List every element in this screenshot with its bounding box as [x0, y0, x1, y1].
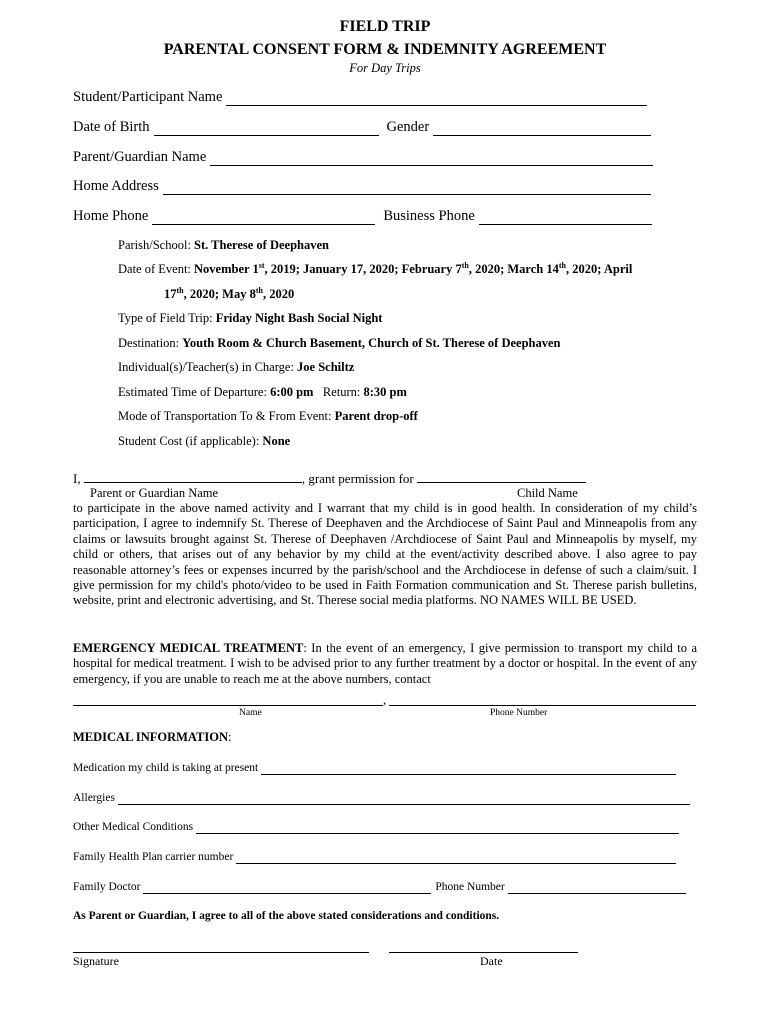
- agreement-statement: As Parent or Guardian, I agree to all of the above stated considerations and conditions.: [73, 910, 500, 922]
- medication-row: [73, 761, 676, 775]
- emergency-contact-name-field[interactable]: [73, 705, 383, 706]
- form-subtitle-heading: PARENTAL CONSENT FORM & INDEMNITY AGREEMENT: [163, 41, 607, 58]
- in-charge-line: [118, 359, 354, 375]
- home-address-row: [73, 177, 651, 195]
- consent-prefix: I,: [73, 471, 81, 486]
- parent-guardian-caption: Parent or Guardian Name: [90, 486, 219, 500]
- student-name-row: [73, 88, 647, 106]
- form-trip-type-note: For Day Trips: [349, 61, 421, 75]
- business-phone-field[interactable]: [479, 209, 652, 225]
- in-charge-value: Joe Schiltz: [297, 360, 355, 374]
- event-date-label: Date of Event:: [118, 262, 191, 276]
- date-label: Date: [480, 954, 503, 968]
- allergies-field[interactable]: [118, 793, 690, 805]
- destination-line: [118, 335, 561, 351]
- emergency-contact-phone-field[interactable]: [389, 705, 696, 706]
- other-conditions-field[interactable]: [196, 822, 679, 834]
- date-field[interactable]: [389, 952, 578, 953]
- gender-field[interactable]: [433, 120, 651, 136]
- family-doctor-label: Family Doctor: [73, 881, 141, 893]
- parent-signature-name-field[interactable]: [84, 470, 302, 483]
- emergency-comma: ,: [383, 693, 387, 707]
- departure-return-line: [118, 384, 407, 400]
- home-address-label: Home Address: [73, 178, 159, 194]
- child-name-caption: Child Name: [517, 486, 578, 500]
- parent-name-field[interactable]: [210, 150, 653, 166]
- child-name-field[interactable]: [417, 470, 586, 483]
- cost-value: None: [262, 434, 291, 448]
- phone-row: [73, 207, 652, 225]
- trip-type-value: Friday Night Bash Social Night: [215, 311, 383, 325]
- departure-value: 6:00 pm: [270, 385, 314, 399]
- in-charge-label: Individual(s)/Teacher(s) in Charge:: [118, 360, 294, 374]
- home-address-field[interactable]: [163, 179, 651, 195]
- home-phone-field[interactable]: [152, 209, 375, 225]
- return-label: Return:: [322, 385, 361, 399]
- trip-type-label: Type of Field Trip:: [118, 311, 213, 325]
- event-date-line-continued: [164, 286, 294, 302]
- health-plan-row: [73, 850, 676, 864]
- destination-label: Destination:: [118, 336, 180, 350]
- medical-info-heading: MEDICAL INFORMATION:: [73, 730, 232, 744]
- emergency-heading: EMERGENCY MEDICAL TREATMENT: [73, 641, 304, 655]
- destination-value: Youth Room & Church Basement, Church of St. Therese of Deephaven: [182, 336, 561, 350]
- student-name-field[interactable]: [226, 90, 647, 106]
- transport-line: [118, 408, 418, 424]
- parent-name-label: Parent/Guardian Name: [73, 149, 207, 165]
- return-value: 8:30 pm: [363, 385, 407, 399]
- emergency-body: : In the event of an emergency, I give permission to transport my child to a hospital for medical treatment. I wish to be advised prior to any further treatment by a doctor or hospital. In the event of any emergency, if you are unable to reach me at the above numbers, contact: [73, 641, 697, 686]
- signature-label: Signature: [73, 954, 119, 968]
- family-doctor-row: [73, 880, 686, 894]
- date-of-birth-label: Date of Birth: [73, 119, 150, 135]
- event-date-value-continued: 17th, 2020; May 8th, 2020: [164, 285, 295, 301]
- health-plan-field[interactable]: [236, 852, 676, 864]
- allergies-row: [73, 791, 690, 805]
- consent-body-paragraph: to participate in the above named activity and I warrant that my child is in good health. In consideration of my child’s participation, I agree to indemnify St. Therese of Deephaven and the Archdiocese of Saint Paul and Minneapolis from any claims or lawsuits brought against St. Therese of Deephaven /Archdiocese of Saint Paul and Minneapolis by myself, my child or others, that arises out of any behavior by my child at the event/activity described above. I also agree to pay reasonable attorney’s fees or expenses incurred by the parish/school and the Archdiocese in defense of such a claim/suit. I give permission for my child's photo/video to be used in Faith Formation communication and St. Therese parish bulletins, website, print and electronic advertising, and St. Therese social media platforms. NO NAMES WILL BE USED.: [73, 501, 697, 608]
- event-date-line: [118, 261, 632, 277]
- cost-label: Student Cost (if applicable):: [118, 434, 260, 448]
- student-name-label: Student/Participant Name: [73, 89, 223, 105]
- doctor-phone-label: Phone Number: [435, 881, 505, 893]
- home-phone-label: Home Phone: [73, 208, 149, 224]
- parent-name-row: [73, 148, 653, 166]
- parish-value: St. Therese of Deephaven: [194, 238, 329, 252]
- medication-label: Medication my child is taking at present: [73, 762, 259, 774]
- allergies-label: Allergies: [73, 792, 115, 804]
- departure-label: Estimated Time of Departure:: [118, 385, 267, 399]
- parish-label: Parish/School:: [118, 238, 191, 252]
- gender-label: Gender: [386, 119, 430, 135]
- date-of-birth-field[interactable]: [154, 120, 379, 136]
- event-date-value: November 1st, 2019; January 17, 2020; February 7th, 2020; March 14th, 2020; April: [194, 260, 633, 276]
- cost-line: [118, 433, 290, 449]
- transport-value: Parent drop-off: [334, 409, 418, 423]
- other-conditions-label: Other Medical Conditions: [73, 821, 194, 833]
- dob-gender-row: [73, 118, 651, 136]
- business-phone-label: Business Phone: [383, 208, 475, 224]
- parish-school-line: [118, 237, 329, 253]
- family-doctor-field[interactable]: [143, 882, 431, 894]
- health-plan-label: Family Health Plan carrier number: [73, 851, 234, 863]
- consent-grant-text: , grant permission for: [301, 471, 414, 486]
- emergency-paragraph: [73, 641, 697, 687]
- emergency-name-caption: Name: [239, 708, 262, 718]
- consent-permission-row: [73, 470, 586, 487]
- transport-label: Mode of Transportation To & From Event:: [118, 409, 332, 423]
- signature-field[interactable]: [73, 952, 369, 953]
- form-title: FIELD TRIP: [339, 18, 431, 35]
- doctor-phone-field[interactable]: [508, 882, 686, 894]
- emergency-phone-caption: Phone Number: [490, 708, 548, 718]
- medication-field[interactable]: [261, 763, 676, 775]
- other-conditions-row: [73, 820, 679, 834]
- trip-type-line: [118, 310, 382, 326]
